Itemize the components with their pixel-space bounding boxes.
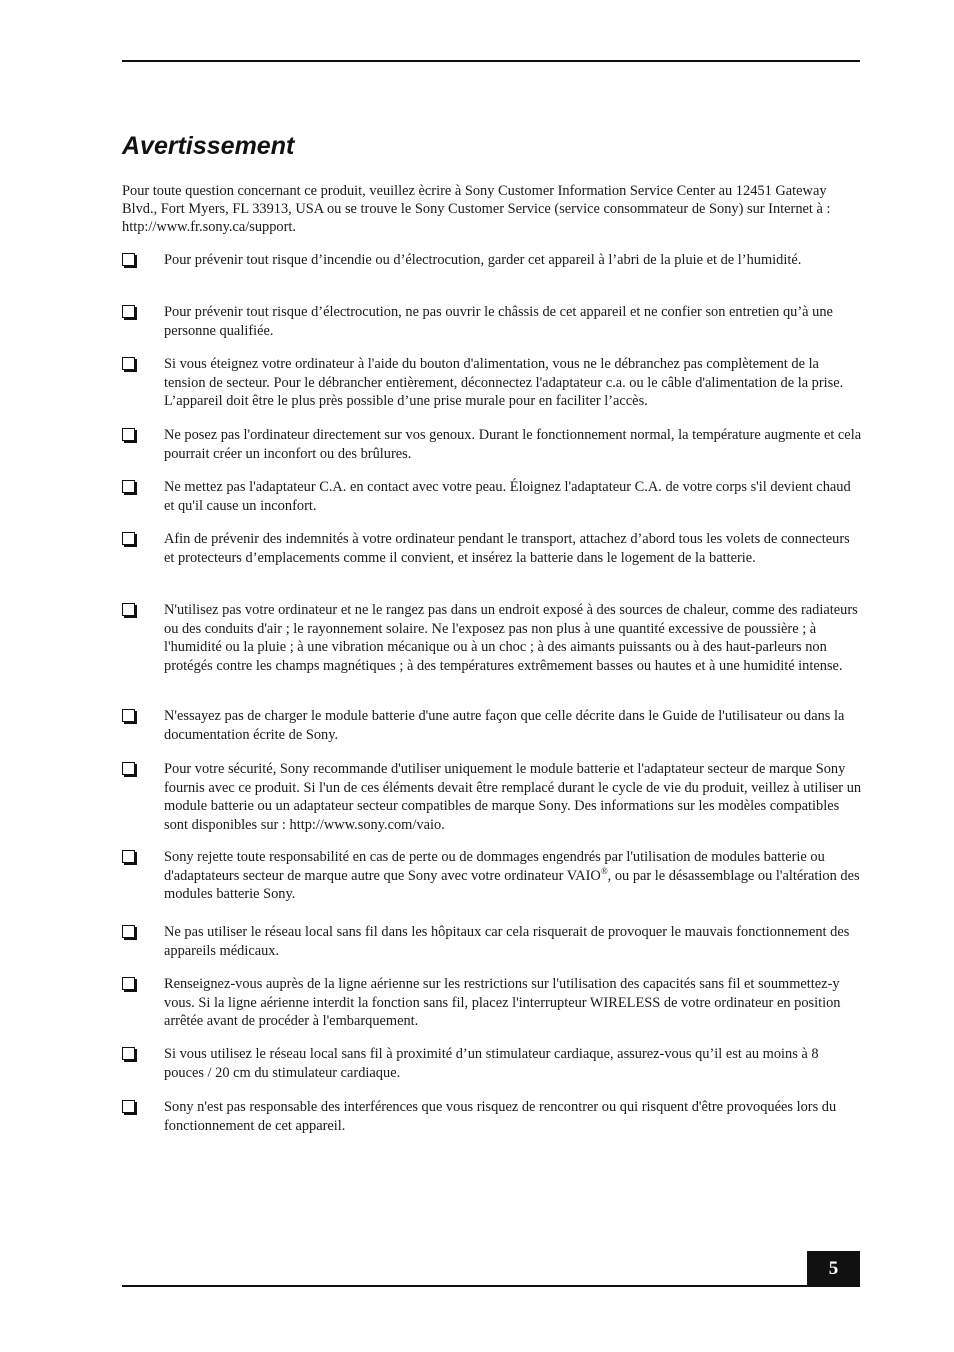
list-item-text: Ne mettez pas l'adaptateur C.A. en contact avec votre peau. Éloignez l'adaptateur C.A. de votre corps s'il devient chaud et qu'il cause un inconfort.: [164, 479, 851, 514]
list-item-text: Pour prévenir tout risque d’électrocution, ne pas ouvrir le châssis de cet appareil et ne confier son entretien qu’à une personne qualifiée.: [164, 304, 833, 339]
list-item-text: N'utilisez pas votre ordinateur et ne le rangez pas dans un endroit exposé à des sources de chaleur, comme des radiateurs ou des conduits d'air ; le rayonnement solaire. Ne l'exposez pas non plus à une quantité excessive de poussière ; à l'humidité ou la pluie ; à une vibration mécanique ou à un choc ; à des aimants puissants ou à des haut-parleurs non protégés contre les champs magnétiques ; à des températures extrêmement basses ou hautes et à une humidité intense.: [164, 602, 858, 674]
list-item-text-main: Sony rejette toute responsabilité en cas de perte ou de dommages engendrés par l'utilisation de modules batterie ou d'adaptateurs secteur de marque autre que Sony avec votre ordinateur VAIO: [164, 849, 825, 884]
list-item-text-tail: , ou par le désassemblage ou l'altération des modules batterie Sony.: [164, 867, 860, 903]
list-item-text: Pour votre sécurité, Sony recommande d'utiliser uniquement le module batterie et l'adaptateur secteur de marque Sony fournis avec ce produit. Si l'un de ces éléments devait être remplacé durant le cycle de vie du produit, veillez à utiliser un module batterie ou un adaptateur secteur compatibles de marque Sony. Des informations sur les modèles compatibles sont disponibles sur : http://www.sony.com/vaio.: [164, 761, 862, 833]
checkbox-bullet-icon: [122, 480, 135, 493]
list-item-text: N'essayez pas de charger le module batterie d'une autre façon que celle décrite dans le Guide de l'utilisateur ou dans la documentation écrite de Sony.: [164, 708, 845, 743]
list-item-text: Si vous utilisez le réseau local sans fil à proximité d’un stimulateur cardiaque, assurez-vous qu’il est au moins à 8 pouces / 20 cm du stimulateur cardiaque.: [164, 1046, 819, 1081]
checkbox-bullet-icon: [122, 532, 135, 545]
checkbox-bullet-icon: [122, 357, 135, 370]
checkbox-bullet-icon: [122, 428, 135, 441]
checkbox-bullet-icon: [122, 762, 135, 775]
list-item-text: Renseignez-vous auprès de la ligne aérienne sur les restrictions sur l'utilisation des capacités sans fil et soummettez-y vous. Si la ligne aérienne interdit la fonction sans fil, placez l'interrupteur WIRELESS de votre ordinateur en position arrêtée avant de procéder à l'embarquement.: [164, 976, 841, 1030]
checkbox-bullet-icon: [122, 977, 135, 990]
list-item-text: Sony n'est pas responsable des interférences que vous risquez de rencontrer ou qui risquent d'être provoquées lors du fonctionnement de cet appareil.: [164, 1099, 837, 1134]
checkbox-bullet-icon: [122, 1100, 135, 1113]
checkbox-bullet-icon: [122, 1047, 135, 1060]
list-item-text: Ne pas utiliser le réseau local sans fil dans les hôpitaux car cela risquerait de provoquer le mauvais fonctionnement des appareils médicaux.: [164, 924, 850, 959]
page-title: Avertissement: [122, 132, 295, 160]
list-item-text: Si vous éteignez votre ordinateur à l'aide du bouton d'alimentation, vous ne le débranchez pas complètement de la tension de secteur. Pour le débrancher entièrement, déconnectez l'adaptateur c.a. ou le câble d'alimentation de la prise. L’appareil doit être le plus près possible d’une prise murale pour en faciliter l’accès.: [164, 356, 844, 410]
checkbox-bullet-icon: [122, 305, 135, 318]
checkbox-bullet-icon: [122, 709, 135, 722]
page-number: 5: [807, 1251, 860, 1287]
intro-paragraph: Pour toute question concernant ce produit, veuillez ècrire à Sony Customer Information Service Center au 12451 Gateway Blvd., Fort Myers, FL 33913, USA ou se trouve le Sony Customer Service (service consommateur de Sony) sur Internet à : http://www.fr.sony.ca/support.: [122, 183, 831, 236]
checkbox-bullet-icon: [122, 925, 135, 938]
bottom-rule: [122, 1285, 860, 1287]
list-item-text: [164, 848, 862, 904]
top-rule: [122, 60, 860, 62]
list-item-text: Afin de prévenir des indemnités à votre ordinateur pendant le transport, attachez d’abord tous les volets de connecteurs et protecteurs d’emplacements comme il convient, et insérez la batterie dans le logement de la batterie.: [164, 531, 850, 566]
registered-mark: ®: [600, 865, 608, 876]
checkbox-bullet-icon: [122, 850, 135, 863]
checkbox-bullet-icon: [122, 253, 135, 266]
list-item-text: Ne posez pas l'ordinateur directement sur vos genoux. Durant le fonctionnement normal, la température augmente et cela pourrait créer un inconfort ou des brûlures.: [164, 427, 862, 462]
checkbox-bullet-icon: [122, 603, 135, 616]
list-item-text: Pour prévenir tout risque d’incendie ou d’électrocution, garder cet appareil à l’abri de la pluie et de l’humidité.: [164, 252, 802, 268]
